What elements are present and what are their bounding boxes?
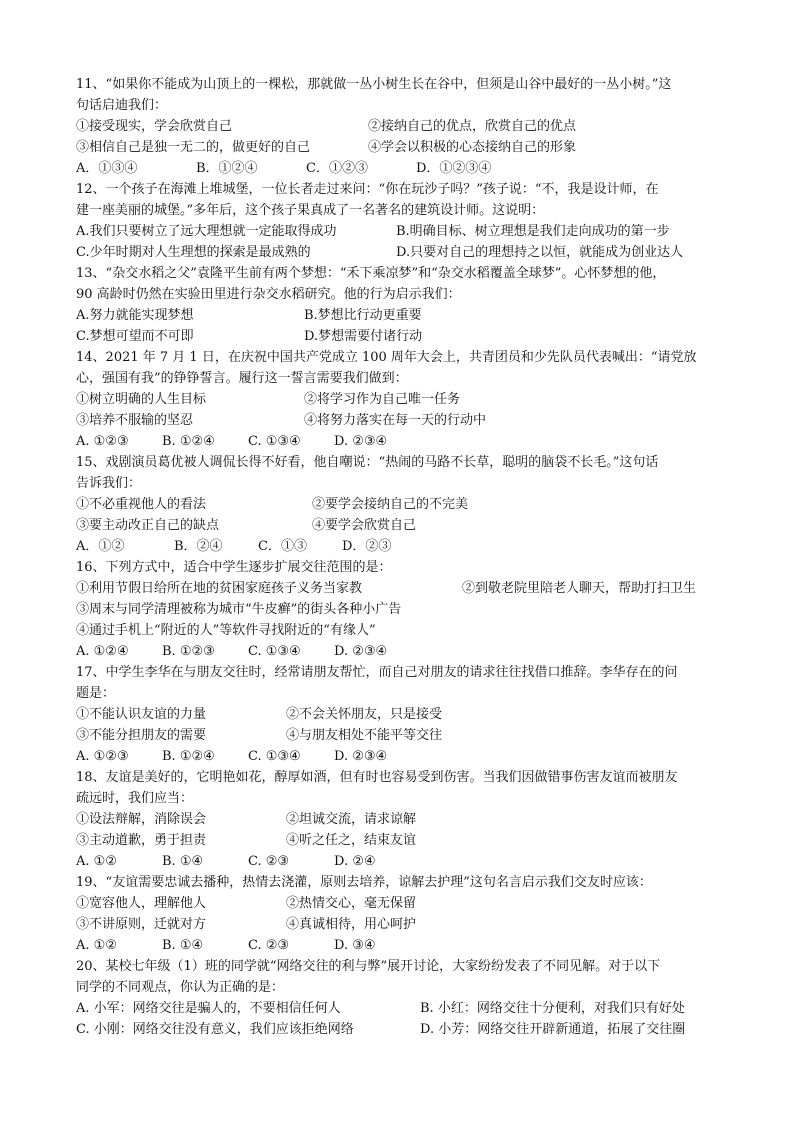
question-13-stem-cont: 90 高龄时仍然在实验田里进行杂交水稻研究。他的行为启示我们： [76, 287, 461, 302]
option-a: A. ①② [76, 854, 117, 869]
question-16-statements-row1 [76, 578, 726, 599]
question-17-stem-cont: 题是： [76, 686, 116, 701]
option-c: C. ②③ [248, 854, 290, 869]
question-11-statements-row2 [76, 137, 726, 158]
option-d: D. ②③④ [334, 749, 388, 764]
question-14-statements-row1 [76, 389, 726, 410]
question-14-stem-cont: 心，强国有我”的铮铮誓言。履行这一誓言需要我们做到： [76, 371, 408, 386]
question-17-statements-row2 [76, 725, 726, 746]
option-a: A．①② [76, 539, 125, 554]
question-13-options-row1 [76, 305, 726, 326]
statement: ③相信自己是独一无二的，做更好的自己 [76, 140, 311, 155]
option-a: A.我们只要树立了远大理想就一定能取得成功 [76, 224, 337, 239]
option-c: C.梦想可望而不可即 [76, 329, 194, 344]
option-a: A. 小军：网络交往是骗人的，不要相信任何人 [76, 1001, 341, 1016]
question-16-options [76, 641, 726, 662]
question-16-stem: 16、下列方式中，适合中学生逐步扩展交往范围的是： [76, 560, 392, 575]
statement: ①宽容他人，理解他人 [76, 896, 207, 911]
question-12-stem: 12、一个孩子在海滩上堆城堡，一位长者走过来问：“你在玩沙子吗？”孩子说：“不，我是设计师，在 [76, 182, 659, 197]
option-c: C．①②③ [306, 161, 368, 176]
statement: ②接纳自己的优点，欣赏自己的优点 [368, 119, 577, 134]
option-a: A. ①②④ [76, 644, 129, 659]
option-b: B. 小红：网络交往十分便利，对我们只有好处 [420, 1001, 685, 1016]
option-d: D. ②④ [334, 854, 376, 869]
statement: ①接受现实，学会欣赏自己 [76, 119, 233, 134]
option-c: C.少年时期对人生理想的探索是最成熟的 [76, 245, 311, 260]
question-13-stem: 13、“杂交水稻之父”袁隆平生前有两个梦想：“禾下乘凉梦”和“杂交水稻覆盖全球梦”。心怀梦想的他， [76, 266, 666, 281]
question-17-statements-row1 [76, 704, 726, 725]
question-13-options-row2 [76, 326, 726, 347]
statement: ④通过手机上“附近的人”等软件寻找附近的“有缘人” [76, 623, 376, 638]
option-b: B．②④ [174, 539, 223, 554]
option-b: B.明确目标、树立理想是我们走向成功的第一步 [396, 224, 670, 239]
question-11-options [76, 158, 726, 179]
question-12-options-row1 [76, 221, 726, 242]
question-18-options [76, 851, 726, 872]
question-14-stem: 14、2021 年 7 月 1 日，在庆祝中国共产党成立 100 周年大会上，共青团员和少先队员代表喊出：“请党放 [76, 350, 697, 365]
option-c: C. ①③④ [248, 749, 301, 764]
statement: ②要学会接纳自己的不完美 [312, 497, 469, 512]
option-d: D.只要对自己的理想持之以恒，就能成为创业达人 [396, 245, 684, 260]
option-a: A．①③④ [76, 161, 138, 176]
statement: ①不能认识友谊的力量 [76, 707, 207, 722]
question-14-options [76, 431, 726, 452]
option-b: B. ①④ [162, 854, 204, 869]
question-15-statements-row2 [76, 515, 726, 536]
question-12-stem-cont: 建一座美丽的城堡。”多年后，这个孩子果真成了一名著名的建筑设计师。这说明： [76, 203, 545, 218]
option-a: A. ①②③ [76, 749, 129, 764]
statement: ①树立明确的人生目标 [76, 392, 207, 407]
statement: ③不讲原则，迁就对方 [76, 917, 207, 932]
option-d: D. ②③④ [334, 434, 388, 449]
question-14-statements-row2 [76, 410, 726, 431]
option-b: B. ①④ [162, 938, 204, 953]
statement: ②热情交心，毫无保留 [286, 896, 417, 911]
statement: ③不能分担朋友的需要 [76, 728, 207, 743]
statement: ④将努力落实在每一天的行动中 [304, 413, 487, 428]
question-11-stem-cont: 句话启迪我们： [76, 98, 168, 113]
statement: ③主动道歉，勇于担责 [76, 833, 207, 848]
question-20-options-row2 [76, 1019, 726, 1040]
question-19-options [76, 935, 726, 956]
question-18-statements-row2 [76, 830, 726, 851]
option-c: C. ①③④ [248, 434, 301, 449]
question-15-statements-row1 [76, 494, 726, 515]
question-11-statements-row1 [76, 116, 726, 137]
statement: ④真诚相待，用心呵护 [286, 917, 417, 932]
option-c: C. ②③ [248, 938, 290, 953]
question-17-options [76, 746, 726, 767]
question-20-stem: 20、某校七年级（1）班的同学就“网络交往的利与弊”展开讨论，大家纷纷发表了不同见解。对于以下 [76, 959, 661, 974]
option-b: B. ①②④ [162, 749, 215, 764]
question-20-options-row1 [76, 998, 726, 1019]
question-15-stem: 15、戏剧演员葛优被人调侃长得不好看，他自嘲说：“热闹的马路不长草，聪明的脑袋不长毛。”这句话 [76, 455, 659, 470]
question-11-stem: 11、“如果你不能成为山顶上的一棵松，那就做一丛小树生长在谷中，但须是山谷中最好的一丛小树。”这 [76, 77, 672, 92]
question-19-stem: 19、“友谊需要忠诚去播种，热情去浇灌，原则去培养，谅解去护理”这句名言启示我们交友时应该： [76, 875, 652, 890]
statement: ④听之任之，结束友谊 [286, 833, 417, 848]
question-19-statements-row1 [76, 893, 726, 914]
question-18-statements-row1 [76, 809, 726, 830]
option-a: A. ①② [76, 938, 117, 953]
statement: ②坦诚交流，请求谅解 [286, 812, 417, 827]
option-b: B. ①②④ [162, 434, 215, 449]
statement: ②到敬老院里陪老人聊天，帮助打扫卫生 [462, 581, 697, 596]
option-d: D. 小芳：网络交往开辟新通道，拓展了交往圈 [420, 1022, 686, 1037]
exam-page [76, 74, 726, 1040]
question-19-statements-row2 [76, 914, 726, 935]
question-18-stem: 18、友谊是美好的，它明艳如花，醇厚如酒，但有时也容易受到伤害。当我们因做错事伤害友谊而被朋友 [76, 770, 678, 785]
question-12-options-row2 [76, 242, 726, 263]
option-a: A. ①②③ [76, 434, 129, 449]
statement: ①不必重视他人的看法 [76, 497, 207, 512]
option-c: C．①③ [258, 539, 307, 554]
option-c: C. ①③④ [248, 644, 301, 659]
question-18-stem-cont: 疏远时，我们应当： [76, 791, 194, 806]
option-b: B. ①②③ [162, 644, 215, 659]
question-20-stem-cont: 同学的不同观点，你认为正确的是： [76, 980, 285, 995]
option-d: D. ②③④ [334, 644, 388, 659]
option-d: D.梦想需要付诸行动 [304, 329, 423, 344]
question-17-stem: 17、中学生李华在与朋友交往时，经常请朋友帮忙，而自己对朋友的请求往往找借口推辞。李华存在的问 [76, 665, 678, 680]
question-15-options [76, 536, 726, 557]
option-b: B．①②④ [196, 161, 258, 176]
option-d: D．①②③④ [416, 161, 492, 176]
statement: ④学会以积极的心态接纳自己的形象 [368, 140, 577, 155]
option-c: C. 小刚：网络交往没有意义，我们应该拒绝网络 [76, 1022, 354, 1037]
option-d: D．②③ [342, 539, 392, 554]
statement: ②将学习作为自己唯一任务 [304, 392, 461, 407]
statement: ①利用节假日给所在地的贫困家庭孩子义务当家教 [76, 581, 363, 596]
statement: ④与朋友相处不能平等交往 [286, 728, 443, 743]
question-15-stem-cont: 告诉我们： [76, 476, 142, 491]
option-d: D. ③④ [334, 938, 376, 953]
statement: ②不会关怀朋友，只是接受 [286, 707, 443, 722]
option-b: B.梦想比行动更重要 [304, 308, 422, 323]
statement: ③周末与同学清理被称为城市“牛皮癣”的街头各种小广告 [76, 602, 402, 617]
statement: ④要学会欣赏自己 [312, 518, 417, 533]
statement: ③培养不服输的坚忍 [76, 413, 194, 428]
statement: ③要主动改正自己的缺点 [76, 518, 220, 533]
statement: ①设法辩解，消除误会 [76, 812, 207, 827]
option-a: A.努力就能实现梦想 [76, 308, 194, 323]
